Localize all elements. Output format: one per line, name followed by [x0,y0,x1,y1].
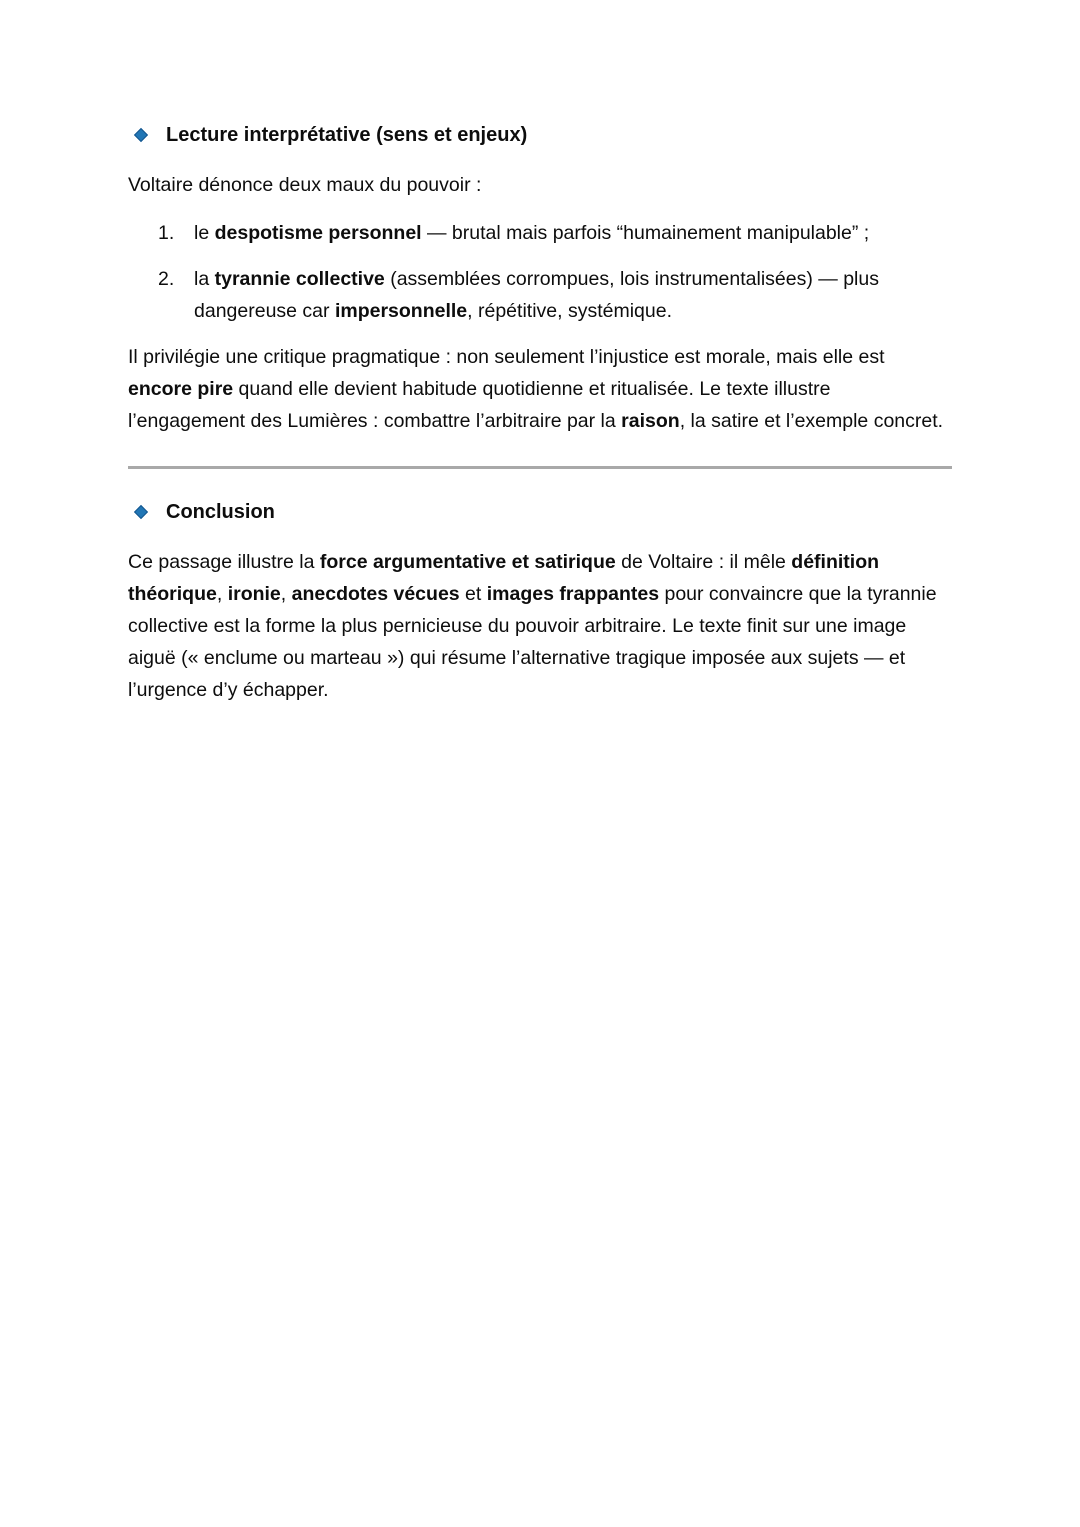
document-content [128,122,952,706]
section-title-interpretation: Lecture interprétative (sens et enjeux) [166,124,528,146]
section-divider [128,466,952,469]
section-title-conclusion: Conclusion [166,501,275,523]
section-heading-conclusion [128,499,952,525]
analysis-paragraph: Il privilégie une critique pragmatique : non seulement l’injustice est morale, mais elle est encore pire quand elle devient habitude quotidienne et ritualisée. Le texte illustre l’engagement des Lumières : combattre l’arbitraire par la raison, la satire et l’exemple concret. [128,346,944,432]
list-marker: 2. [158,268,175,290]
list-marker: 1. [158,222,175,244]
section-heading-interpretation [128,122,952,148]
numbered-list [128,217,952,327]
diamond-bullet-icon [134,128,148,142]
list-item-text: la tyrannie collective (assemblées corrompues, lois instrumentalisées) — plus dangereuse car impersonnelle, répétitive, systémique. [194,268,879,322]
list-item-text: le despotisme personnel — brutal mais parfois “humainement manipulable” ; [194,222,870,244]
list-item-tyrannie [128,263,952,327]
intro-paragraph: Voltaire dénonce deux maux du pouvoir : [128,174,482,196]
diamond-bullet-icon [134,505,148,519]
list-item-despotisme [128,217,952,249]
conclusion-paragraph: Ce passage illustre la force argumentative et satirique de Voltaire : il mêle définition théorique, ironie, anecdotes vécues et images frappantes pour convaincre que la tyrannie collective est la forme la plus pernicieuse du pouvoir arbitraire. Le texte finit sur une image aiguë (« enclume ou marteau ») qui résume l’alternative tragique imposée aux sujets — et l’urgence d’y échapper. [128,551,937,701]
